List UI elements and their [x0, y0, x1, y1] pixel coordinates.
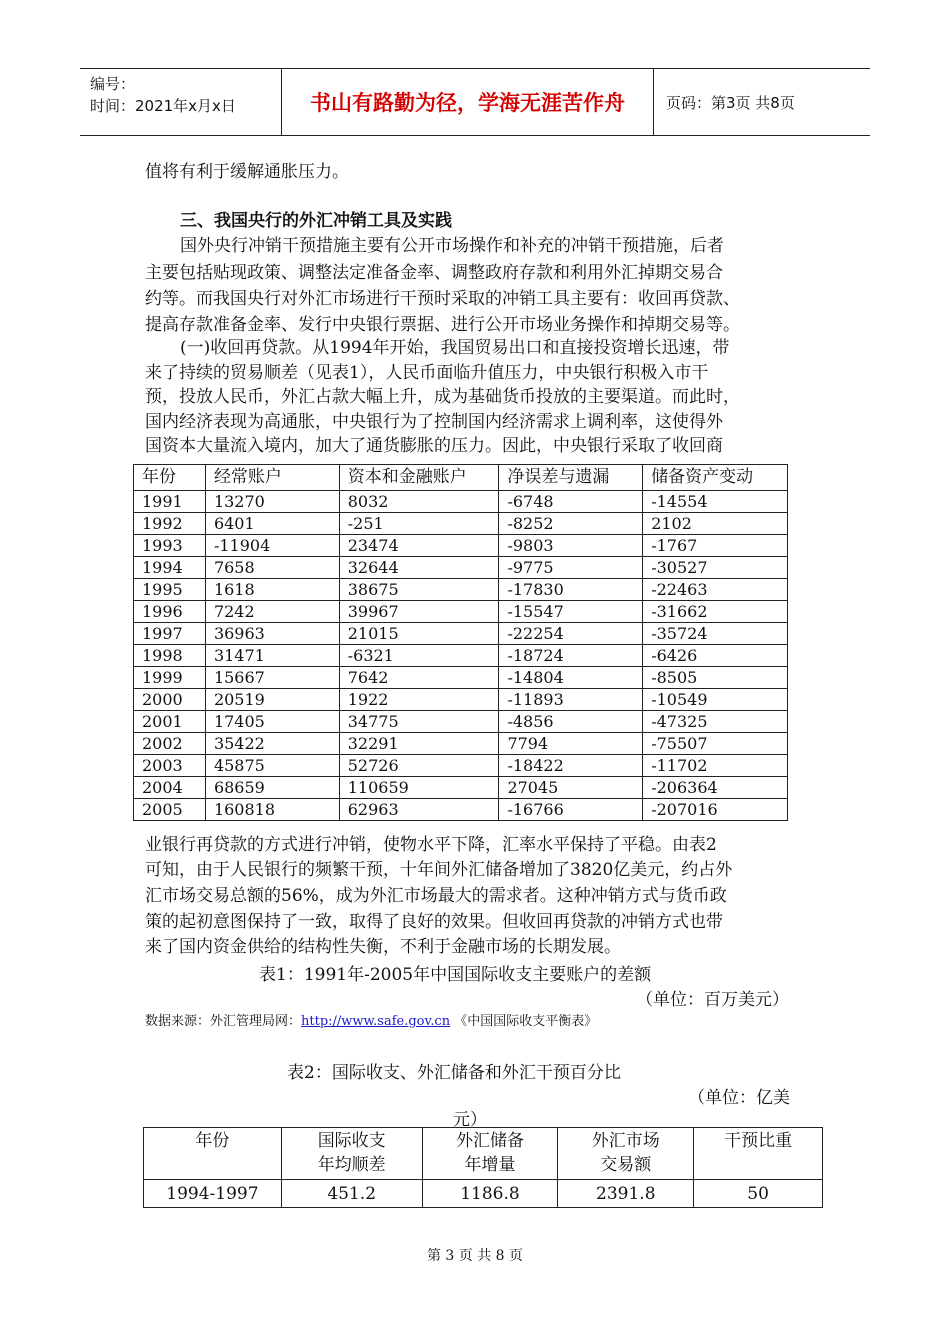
table-cell: 20519 [205, 689, 339, 711]
body-line: 来了国内资金供给的结构性失衡，不利于金融市场的长期发展。 [145, 937, 621, 957]
table-cell: 2003 [134, 755, 206, 777]
t2-cell: 451.2 [281, 1180, 422, 1208]
body-line: 国资本大量流入境内，加大了通货膨胀的压力。因此，中央银行采取了收回商 [145, 436, 723, 456]
header-page: 页码：第3页 共8页 [666, 93, 795, 112]
table-cell: -14554 [643, 491, 788, 513]
table-cell: -30527 [643, 557, 788, 579]
table-cell: 1997 [134, 623, 206, 645]
body-line: 策的起初意图保持了一致，取得了良好的效果。但收回再贷款的冲销方式也带 [145, 912, 723, 932]
table-cell: 35422 [205, 733, 339, 755]
body-line: 可知，由于人民银行的频繁干预，十年间外汇储备增加了3820亿美元，约占外 [145, 860, 733, 880]
table-cell: 1922 [339, 689, 499, 711]
table-cell: 15667 [205, 667, 339, 689]
table-cell: -251 [339, 513, 499, 535]
table-cell: 储备资产变动 [643, 465, 788, 491]
table-row [134, 601, 788, 623]
table-cell: -8505 [643, 667, 788, 689]
header-meta [80, 69, 282, 135]
table-cell: 1618 [205, 579, 339, 601]
table-cell: 62963 [339, 799, 499, 821]
table2-unit: （单位：亿美 [688, 1088, 790, 1108]
table-cell: 2002 [134, 733, 206, 755]
table-cell: 31471 [205, 645, 339, 667]
table-cell: -11893 [499, 689, 643, 711]
table-cell: 32644 [339, 557, 499, 579]
table-cell: 52726 [339, 755, 499, 777]
table-row [134, 513, 788, 535]
table-cell: 1994 [134, 557, 206, 579]
body-line: 来了持续的贸易顺差（见表1），人民币面临升值压力，中央银行积极入市干 [145, 363, 709, 383]
table-cell: 2004 [134, 777, 206, 799]
table-cell: -6426 [643, 645, 788, 667]
section-heading: 三、我国央行的外汇冲销工具及实践 [180, 211, 452, 231]
table-cell: 年份 [134, 465, 206, 491]
table-cell: -206364 [643, 777, 788, 799]
t2-header: 干预比重 [694, 1128, 823, 1180]
body-line: 业银行再贷款的方式进行冲销，使物水平下降，汇率水平保持了平稳。由表2 [145, 835, 717, 855]
table-cell: -1767 [643, 535, 788, 557]
header-number: 编号： [90, 75, 136, 93]
body-line: 国内经济表现为高通胀，中央银行为了控制国内经济需求上调利率，这使得外 [145, 412, 723, 432]
t2-header: 外汇储备 年增量 [422, 1128, 558, 1180]
table-cell: -6748 [499, 491, 643, 513]
table-row [134, 557, 788, 579]
table-cell: 1993 [134, 535, 206, 557]
table-cell: -15547 [499, 601, 643, 623]
table-cell: -22254 [499, 623, 643, 645]
table-cell: 7658 [205, 557, 339, 579]
table-cell: 1991 [134, 491, 206, 513]
t2-cell: 2391.8 [558, 1180, 694, 1208]
table-cell: 23474 [339, 535, 499, 557]
body-line: 预，投放人民币，外汇占款大幅上升，成为基础货币投放的主要渠道。而此时， [145, 387, 740, 407]
table-cell: -6321 [339, 645, 499, 667]
header-motto: 书山有路勤为径，学海无涯苦作舟 [282, 69, 654, 135]
table-row [134, 755, 788, 777]
table-cell: 17405 [205, 711, 339, 733]
t2-cell: 1994-1997 [144, 1180, 282, 1208]
table-cell: -16766 [499, 799, 643, 821]
table1-source [145, 1010, 597, 1029]
table-row [134, 777, 788, 799]
table-row [134, 535, 788, 557]
table-cell: -17830 [499, 579, 643, 601]
table-cell: 160818 [205, 799, 339, 821]
table-cell: -18724 [499, 645, 643, 667]
table-cell: -8252 [499, 513, 643, 535]
table-row [134, 623, 788, 645]
t2-cell: 1186.8 [422, 1180, 558, 1208]
table-cell: -11904 [205, 535, 339, 557]
table-balance-of-payments [133, 464, 788, 821]
t2-header: 国际收支 年均顺差 [281, 1128, 422, 1180]
header-time: 时间：2021年x月x日 [90, 97, 236, 115]
body-line: 值将有利于缓解通胀压力。 [145, 162, 349, 182]
table-cell: -4856 [499, 711, 643, 733]
table-cell: 36963 [205, 623, 339, 645]
table-cell: -10549 [643, 689, 788, 711]
table-cell: 1998 [134, 645, 206, 667]
table-cell: -207016 [643, 799, 788, 821]
table-cell: 45875 [205, 755, 339, 777]
table-cell: 32291 [339, 733, 499, 755]
table1-caption: 表1：1991年-2005年中国国际收支主要账户的差额 [259, 965, 652, 985]
table-row [134, 799, 788, 821]
table-row [134, 645, 788, 667]
table-cell: 2001 [134, 711, 206, 733]
body-line: 主要包括贴现政策、调整法定准备金率、调整政府存款和利用外汇掉期交易合 [145, 263, 723, 283]
table-row [134, 689, 788, 711]
table-cell: 1996 [134, 601, 206, 623]
table-cell: 21015 [339, 623, 499, 645]
table-cell: -35724 [643, 623, 788, 645]
body-line: 汇市场交易总额的56%，成为外汇市场最大的需求者。这种冲销方式与货币政 [145, 886, 727, 906]
table2-caption: 表2：国际收支、外汇储备和外汇干预百分比 [287, 1063, 621, 1083]
table-cell: -9803 [499, 535, 643, 557]
table-cell: 13270 [205, 491, 339, 513]
body-line: (一)收回再贷款。从1994年开始，我国贸易出口和直接投资增长迅速，带 [180, 338, 730, 358]
table-cell: 1995 [134, 579, 206, 601]
table-cell: 110659 [339, 777, 499, 799]
t2-header: 外汇市场 交易额 [558, 1128, 694, 1180]
table-cell: -75507 [643, 733, 788, 755]
body-line: 提高存款准备金率、发行中央银行票据、进行公开市场业务操作和掉期交易等。 [145, 315, 740, 335]
table-cell: 7242 [205, 601, 339, 623]
table-row [134, 733, 788, 755]
source-prefix: 数据来源：外汇管理局网： [145, 1014, 302, 1029]
table-cell: 经常账户 [205, 465, 339, 491]
table-row [134, 667, 788, 689]
table-row [134, 579, 788, 601]
table-cell: 2000 [134, 689, 206, 711]
table-cell: -18422 [499, 755, 643, 777]
table-cell: 34775 [339, 711, 499, 733]
table-row [134, 711, 788, 733]
table2-unit-cont: 元） [453, 1110, 487, 1130]
page-header [80, 68, 870, 136]
table-row [134, 491, 788, 513]
table-cell: 38675 [339, 579, 499, 601]
table-cell: 净误差与遗漏 [499, 465, 643, 491]
body-line: 国外央行冲销干预措施主要有公开市场操作和补充的冲销干预措施，后者 [180, 236, 724, 256]
table-row [144, 1180, 823, 1208]
body-line: 约等。而我国央行对外汇市场进行干预时采取的冲销工具主要有：收回再贷款、 [145, 289, 740, 309]
source-suffix: 《中国国际收支平衡表》 [454, 1014, 598, 1029]
table-cell: -9775 [499, 557, 643, 579]
table-cell: 8032 [339, 491, 499, 513]
t2-header: 年份 [144, 1128, 282, 1180]
table-header-row [144, 1128, 823, 1180]
table-cell: -22463 [643, 579, 788, 601]
table-cell: 39967 [339, 601, 499, 623]
table-cell: 7794 [499, 733, 643, 755]
table-cell: 6401 [205, 513, 339, 535]
page-footer: 第 3 页 共 8 页 [426, 1248, 524, 1264]
table-cell: 资本和金融账户 [339, 465, 499, 491]
table-cell: 27045 [499, 777, 643, 799]
table-cell: -14804 [499, 667, 643, 689]
table-cell: 68659 [205, 777, 339, 799]
t2-cell: 50 [694, 1180, 823, 1208]
table-cell: 2005 [134, 799, 206, 821]
source-link[interactable]: http://www.safe.gov.cn [301, 1014, 451, 1029]
table-cell: -11702 [643, 755, 788, 777]
table-cell: 1999 [134, 667, 206, 689]
table-cell: 7642 [339, 667, 499, 689]
table1-unit: （单位：百万美元） [636, 990, 789, 1010]
table-cell: -31662 [643, 601, 788, 623]
table-intervention [143, 1127, 823, 1208]
table-cell: 2102 [643, 513, 788, 535]
table-header-row [134, 465, 788, 491]
table-cell: -47325 [643, 711, 788, 733]
table-cell: 1992 [134, 513, 206, 535]
